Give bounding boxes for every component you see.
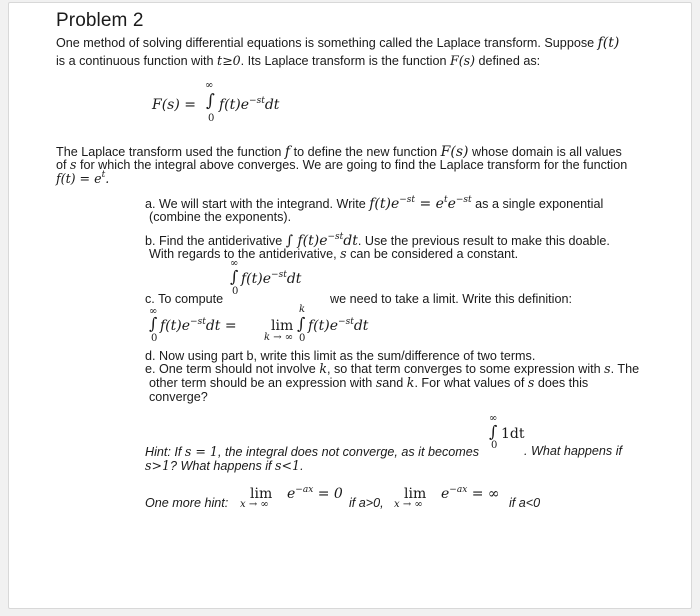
part-c-def-integral: ∫	[149, 314, 158, 333]
intro-text-d: defined as:	[478, 54, 541, 68]
paragraph-text-a: The Laplace transform used the function	[56, 145, 282, 159]
part-e-text-2a: other term should be an expression with	[149, 376, 373, 390]
definition-lhs: F(s) =	[152, 97, 197, 113]
definition-integral-sign: ∫	[206, 91, 215, 111]
more-hint-expr-1-base: e	[287, 486, 296, 502]
part-e-text-1a: e. One term should not involve	[145, 362, 316, 376]
part-c-integrand-dt: dt	[286, 271, 302, 287]
definition-upper-limit: ∞	[205, 80, 214, 91]
part-b-expr-base: ∫ f(t)e	[285, 233, 328, 249]
intro-text-c: . Its Laplace transform is the function	[240, 54, 447, 68]
definition-integrand-base: f(t)e	[219, 97, 250, 113]
part-e-s-3: s	[527, 375, 535, 390]
paragraph-F-of-s: F(s)	[440, 144, 469, 160]
paragraph-text-c: whose domain is all values	[471, 145, 622, 159]
part-c-rhs-lower: 0	[299, 333, 306, 344]
part-e-line-3: converge?	[149, 390, 208, 404]
part-c-integrand	[241, 271, 301, 287]
hint-text-2-end: .	[300, 459, 304, 473]
part-e-text-1b: , so that term converges to some expression with	[326, 362, 601, 376]
part-b-s: s	[340, 246, 347, 261]
part-c-rhs-integral: ∫	[297, 314, 306, 333]
part-c-lim-sub: k → ∞	[264, 332, 294, 343]
definition-lower-limit: 0	[208, 113, 215, 124]
more-hint-label: One more hint:	[145, 496, 229, 510]
paragraph-text-d: of	[56, 158, 67, 172]
paragraph-text-e: for which the integral above converges. We are going to find the Laplace transform for the function	[79, 158, 628, 172]
part-c-def-dt: dt =	[205, 318, 237, 334]
part-c-def-lower: 0	[151, 333, 158, 344]
more-hint-lim-2-sub: x → ∞	[394, 499, 423, 510]
part-c-rhs-dt: dt	[353, 318, 369, 334]
hint-line-1	[145, 444, 479, 459]
part-b-text-3b: can be considered a constant.	[350, 247, 519, 261]
hint-int-sign: ∫	[489, 422, 498, 441]
part-e-line-1	[145, 362, 639, 376]
part-c-integrand-base: f(t)e	[241, 271, 272, 287]
part-b-dt: dt	[343, 233, 358, 249]
part-c-def-integrand-base: f(t)e	[160, 318, 191, 334]
more-hint-expr-2-exp: −ax	[449, 485, 468, 495]
paragraph-ft: f(t) = e	[56, 171, 102, 186]
more-hint-expr-2-base: e	[441, 486, 450, 502]
part-a-expr-base: f(t)e	[369, 196, 400, 212]
part-e-text-2b: and	[382, 376, 404, 390]
paragraph-s: s	[70, 157, 77, 172]
more-hint-cond-1: if a>0,	[349, 496, 384, 510]
intro-line-1	[56, 36, 619, 50]
part-a-text-2: as a single exponential	[475, 197, 604, 211]
paragraph-line-3	[56, 172, 109, 188]
hint-text-1c: . What happens if	[524, 444, 623, 458]
part-c-rhs-exp: −st	[338, 317, 354, 327]
hint-cond-s-gt-1: s>1	[145, 458, 171, 473]
part-a-expr-e2: e	[447, 196, 456, 212]
more-hint-expr-1-eq: = 0	[313, 486, 343, 502]
more-hint-lim-1-sub: x → ∞	[240, 499, 269, 510]
more-hint-expr-2	[441, 486, 500, 502]
part-b-text-1: b. Find the antiderivative	[145, 234, 283, 248]
part-e-text-2c: . For what values of	[414, 376, 525, 390]
more-hint-expr-2-eq: = ∞	[467, 486, 500, 502]
part-a-line-2: (combine the exponents).	[149, 210, 292, 224]
part-a-exp-3: −st	[455, 195, 472, 205]
part-d-text: d. Now using part b, write this limit as the sum/difference of two terms.	[145, 349, 536, 363]
part-c-integral-sign: ∫	[230, 267, 239, 286]
part-e-k: k	[319, 361, 327, 376]
more-hint-lim-1: lim	[250, 486, 273, 502]
part-a-exp-1: −st	[399, 195, 416, 205]
part-b-text-2: . Use the previous result to make this doable.	[357, 234, 610, 248]
definition-exponent: −st	[249, 96, 265, 106]
problem-title: Problem 2	[56, 10, 144, 31]
part-c-text-2: we need to take a limit. Write this definition:	[330, 292, 572, 306]
part-c-def-upper: ∞	[149, 306, 158, 317]
part-c-lower-limit: 0	[232, 286, 239, 297]
part-a-expr-eq: = e	[415, 196, 444, 212]
hint-cond-s1: s = 1	[184, 444, 218, 459]
part-c-text-1: c. To compute	[145, 292, 224, 306]
hint-cond-s-lt-1: s<1	[275, 458, 301, 473]
intro-line-2	[56, 54, 540, 68]
part-b-text-3a: With regards to the antiderivative,	[149, 247, 337, 261]
paragraph-period: .	[105, 171, 110, 186]
intro-text-b: is a continuous function with	[56, 54, 214, 68]
part-e-line-2	[149, 376, 588, 390]
part-c-rhs-integrand	[308, 318, 368, 334]
part-c-rhs-integrand-base: f(t)e	[308, 318, 339, 334]
definition-dt: dt	[264, 97, 280, 113]
hint-int-upper: ∞	[489, 413, 498, 424]
part-b-line-2	[149, 247, 518, 261]
paragraph-line-1	[56, 145, 622, 159]
part-b-exp: −st	[327, 232, 344, 242]
intro-t-condition: t≥0	[217, 53, 241, 68]
hint-int-body: 1dt	[501, 426, 525, 442]
intro-f-of-t: f(t)	[597, 35, 620, 51]
part-e-s-2: s	[375, 375, 383, 390]
part-c-def-exp: −st	[190, 317, 206, 327]
intro-text-a: One method of solving differential equations is something called the Laplace transform. Suppose	[56, 36, 595, 50]
definition-integrand	[219, 97, 279, 113]
problem-card	[8, 2, 692, 609]
hint-text-2a: ? What happens if	[170, 459, 272, 473]
hint-int-lower: 0	[491, 440, 498, 451]
paragraph-line-2	[56, 158, 627, 172]
part-e-k-2: k	[406, 375, 415, 390]
more-hint-expr-1-exp: −ax	[295, 485, 314, 495]
part-a-exp-2: t	[443, 195, 448, 205]
part-c-upper-limit: ∞	[230, 258, 239, 269]
more-hint-lim-2: lim	[404, 486, 427, 502]
paragraph-text-b: to define the new function	[293, 145, 438, 159]
paragraph-f: f	[284, 144, 291, 160]
hint-text-1a: Hint: If	[145, 445, 182, 459]
hint-line-2	[145, 458, 304, 473]
part-a-text-1: a. We will start with the integrand. Write	[145, 197, 366, 211]
part-e-s: s	[604, 361, 611, 376]
part-c-integrand-exp: −st	[271, 270, 287, 280]
part-e-text-1c: . The	[610, 362, 640, 376]
part-c-rhs-upper: k	[299, 304, 306, 315]
part-c-def-integrand	[160, 318, 237, 334]
part-e-text-2d: does this	[537, 376, 589, 390]
more-hint-cond-2: if a<0	[509, 496, 541, 510]
part-c-lim: lim	[271, 318, 294, 334]
intro-F-of-s: F(s)	[449, 53, 475, 68]
part-a-expression	[369, 196, 471, 212]
more-hint-expr-1	[287, 486, 343, 502]
paragraph-exp-t: t	[101, 170, 106, 180]
hint-text-1b: , the integral does not converge, as it becomes	[217, 445, 480, 459]
